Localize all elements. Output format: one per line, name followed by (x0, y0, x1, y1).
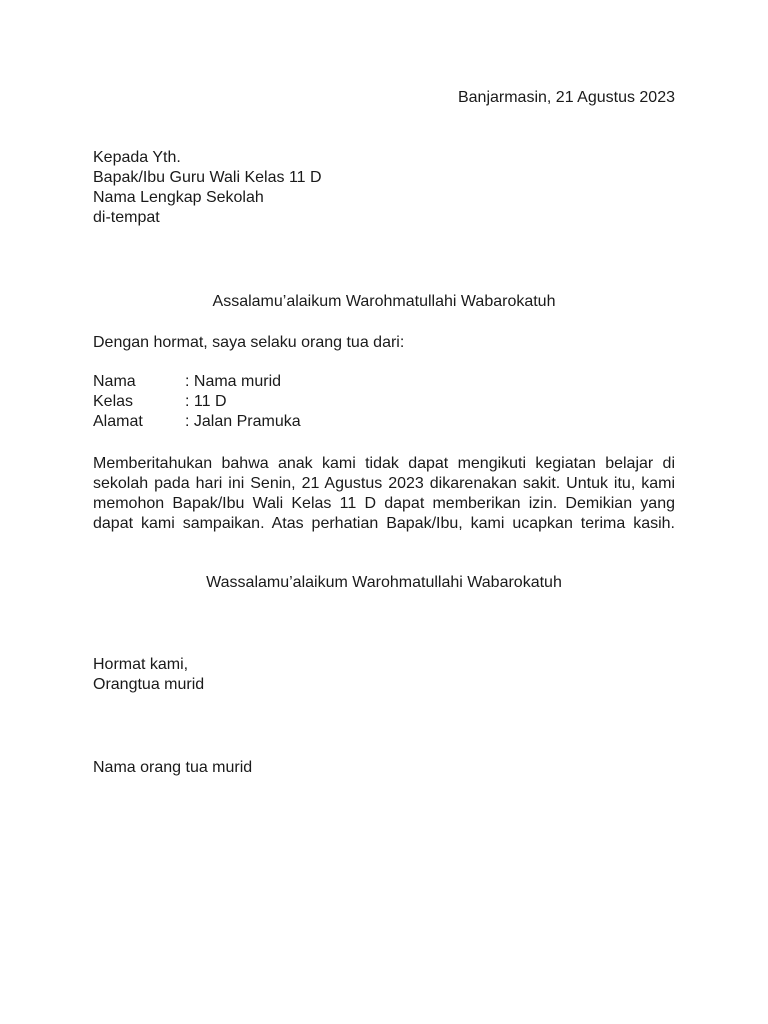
recipient-line: Kepada Yth. (93, 149, 181, 166)
signature-name: Nama orang tua murid (93, 759, 253, 776)
recipient-line: di-tempat (93, 209, 160, 226)
signoff-line: Orangtua murid (93, 676, 205, 693)
opening-salutation: Assalamu’alaikum Warohmatullahi Wabarokatuh (212, 293, 556, 310)
signoff-line: Hormat kami, (93, 656, 189, 673)
closing-salutation: Wassalamu’alaikum Warohmatullahi Wabarokatuh (206, 574, 562, 591)
recipient-line: Bapak/Ibu Guru Wali Kelas 11 D (93, 169, 322, 186)
letter-date: Banjarmasin, 21 Agustus 2023 (457, 89, 675, 106)
info-label: Kelas (93, 393, 134, 410)
recipient-line: Nama Lengkap Sekolah (93, 189, 264, 206)
signoff (93, 655, 204, 695)
letter-body: Memberitahukan bahwa anak kami tidak dapat mengikuti kegiatan belajar di sekolah pada hari ini Senin, 21 Agustus 2023 dikarenakan sakit. Untuk itu, kami memohon Bapak/Ibu Wali Kelas 11 D dapat memberikan izin. Demikian yang dapat kami sampaikan. Atas perhatian Bapak/Ibu, kami ucapkan terima kasih. (93, 455, 675, 532)
info-value: : 11 D (185, 393, 227, 410)
info-value: : Jalan Pramuka (185, 413, 301, 430)
opening-sentence: Dengan hormat, saya selaku orang tua dari: (93, 334, 405, 351)
info-label: Nama (93, 373, 136, 390)
info-value: : Nama murid (185, 373, 282, 390)
info-label: Alamat (93, 413, 143, 430)
recipient-address (93, 148, 322, 228)
